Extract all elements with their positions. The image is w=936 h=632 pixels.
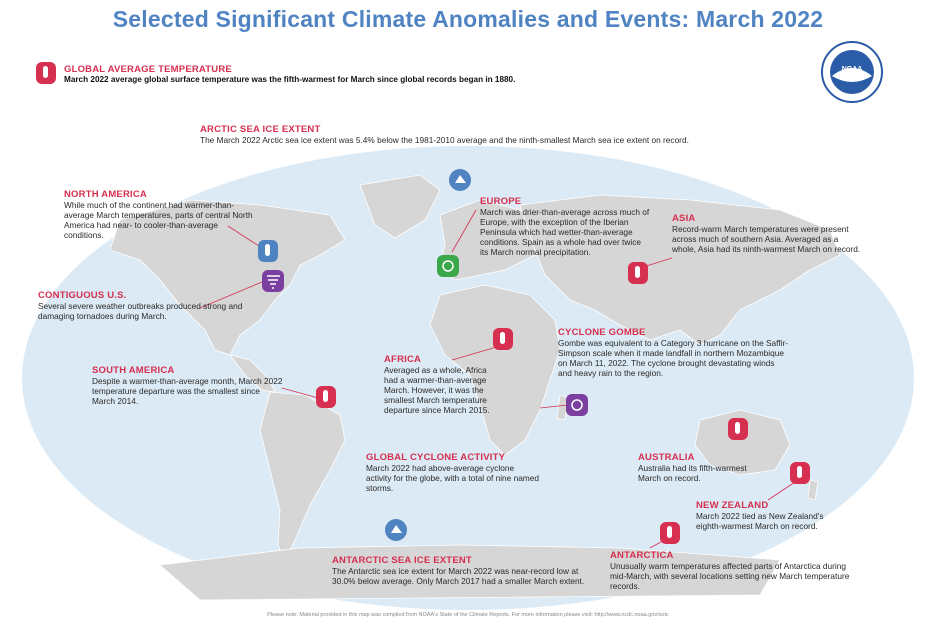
icon-europe	[437, 255, 459, 277]
cyclone-gombe-text: Gombe was equivalent to a Category 3 hurricane on the Saffir-Simpson scale when it made landfall in northern Mozambique on March 11, 2022. The cyclone brought devastating winds and heavy rain to the region.	[558, 338, 788, 378]
antarctic-text: The Antarctic sea ice extent for March 2022 was near-record low at 30.0% below average. Only March 2017 had a smaller March extent.	[332, 566, 585, 586]
icon-new-zealand	[790, 462, 810, 484]
africa-text: Averaged as a whole, Africa had a warmer-than-average March. However, it was the smallest March temperature departure since March 2015.	[384, 365, 490, 415]
icon-north-america	[258, 240, 278, 262]
icon-global-temp	[36, 62, 56, 84]
australia-text: Australia had its fifth-warmest March on record.	[638, 463, 747, 483]
north-america-heading: NORTH AMERICA	[64, 189, 147, 200]
noaa-logo	[820, 40, 884, 104]
africa-heading: AFRICA	[384, 354, 422, 365]
icon-australia	[728, 418, 748, 440]
cyclone-icon	[566, 394, 588, 416]
arctic-heading: ARCTIC SEA ICE EXTENT	[200, 124, 321, 135]
icon-south-america	[316, 386, 336, 408]
icon-contiguous-us	[262, 270, 284, 292]
icon-antarctica	[660, 522, 680, 544]
contiguous-us-text: Several severe weather outbreaks produced strong and damaging tornadoes during March.	[38, 301, 243, 321]
icon-antarctic	[385, 519, 407, 541]
antarctica-text: Unusually warm temperatures affected parts of Antarctica during mid-March, with several locations setting new March temperature records.	[610, 561, 850, 591]
logo-text: NOAA	[841, 66, 863, 73]
antarctica-heading: ANTARCTICA	[610, 550, 674, 561]
new-zealand-heading: NEW ZEALAND	[696, 500, 769, 511]
icon-africa	[493, 328, 513, 350]
global-temp-text: March 2022 average global surface temperature was the fifth-warmest for March since global records began in 1880.	[64, 75, 516, 84]
australia-heading: AUSTRALIA	[638, 452, 695, 463]
south-america-heading: SOUTH AMERICA	[92, 365, 175, 376]
north-america-text: While much of the continent had warmer-than-average March temperatures, parts of central North America had near- to cooler-than-average conditions.	[64, 200, 253, 240]
icon-arctic	[449, 169, 471, 191]
cyclone-gombe-heading: CYCLONE GOMBE	[558, 327, 646, 338]
europe-heading: EUROPE	[480, 196, 522, 207]
drought-icon	[437, 255, 459, 277]
antarctic-heading: ANTARCTIC SEA ICE EXTENT	[332, 555, 472, 566]
asia-heading: ASIA	[672, 213, 696, 224]
contiguous-us-heading: CONTIGUOUS U.S.	[38, 290, 127, 301]
global-temp-heading: GLOBAL AVERAGE TEMPERATURE	[64, 64, 232, 75]
footer-note: Please note: Material provided in this map was compiled from NOAA's State of the Climate Reports. For more information please visit: http://www.ncdc.noaa.gov/sotc	[267, 612, 669, 618]
asia-text: Record-warm March temperatures were present across much of southern Asia. Averaged as a whole, Asia had its ninth-warmest March on record.	[672, 224, 861, 254]
global-cyclone-text: March 2022 had above-average cyclone activity for the globe, with a total of nine named storms.	[366, 463, 539, 493]
europe-text: March was drier-than-average across much of Europe, with the exception of the Iberian Peninsula which had wetter-than-average conditions. Spain as a whole had over twice its March normal precipitation.	[480, 207, 650, 257]
global-cyclone-heading: GLOBAL CYCLONE ACTIVITY	[366, 452, 506, 463]
new-zealand-text: March 2022 tied as New Zealand's eighth-warmest March on record.	[696, 511, 824, 531]
map-title: Selected Significant Climate Anomalies and Events: March 2022	[112, 6, 824, 32]
icon-gombe	[566, 394, 588, 416]
icon-asia	[628, 262, 648, 284]
south-america-text: Despite a warmer-than-average month, March 2022 temperature departure was the smallest since March 2014.	[92, 376, 283, 406]
arctic-text: The March 2022 Arctic sea ice extent was 5.4% below the 1981-2010 average and the ninth-smallest March sea ice extent on record.	[200, 135, 689, 145]
